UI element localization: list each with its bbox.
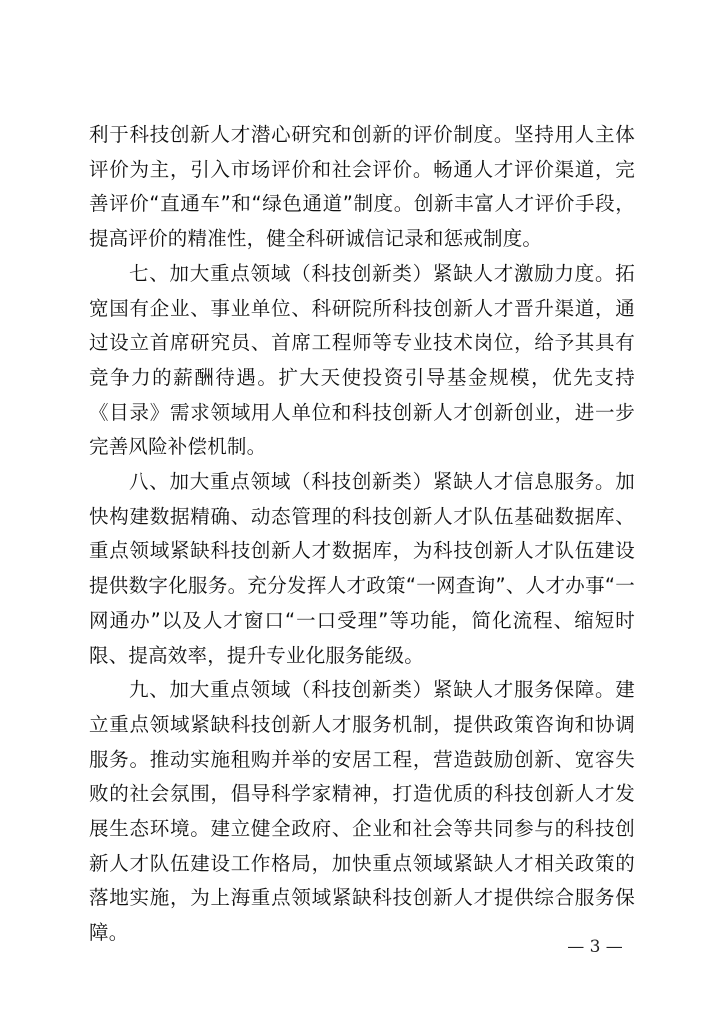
paragraph-section-8: 八、加大重点领域（科技创新类）紧缺人才信息服务。加快构建数据精确、动态管理的科技创新人才队伍基础数据库、重点领域紧缺科技创新人才数据库，为科技创新人才队伍建设提供数字化服务。充分发挥人才政策“一网查询”、人才办事“一网通办”以及人才窗口“一口受理”等功能，简化流程、缩短时限、提高效率，提升专业化服务能级。	[89, 470, 635, 667]
page-number: — 3 —	[567, 937, 623, 957]
paragraph-section-9: 九、加大重点领域（科技创新类）紧缺人才服务保障。建立重点领域紧缺科技创新人才服务机制，提供政策咨询和协调服务。推动实施租购并举的安居工程，营造鼓励创新、宽容失败的社会氛围，倡导科学家精神，打造优质的科技创新人才发展生态环境。建立健全政府、企业和社会等共同参与的科技创新人才队伍建设工作格局，加快重点领域紧缺人才相关政策的落地实施，为上海重点领域紧缺科技创新人才提供综合服务保障。	[89, 678, 635, 945]
body-text	[89, 118, 635, 951]
paragraph-continuation: 利于科技创新人才潜心研究和创新的评价制度。坚持用人主体评价为主，引入市场评价和社会评价。畅通人才评价渠道，完善评价“直通车”和“绿色通道”制度。创新丰富人才评价手段，提高评价的精准性，健全科研诚信记录和惩戒制度。	[89, 123, 635, 251]
paragraph-section-7: 七、加大重点领域（科技创新类）紧缺人才激励力度。拓宽国有企业、事业单位、科研院所科技创新人才晋升渠道，通过设立首席研究员、首席工程师等专业技术岗位，给予其具有竞争力的薪酬待遇。扩大天使投资引导基金规模，优先支持《目录》需求领域用人单位和科技创新人才创新创业，进一步完善风险补偿机制。	[89, 261, 635, 459]
